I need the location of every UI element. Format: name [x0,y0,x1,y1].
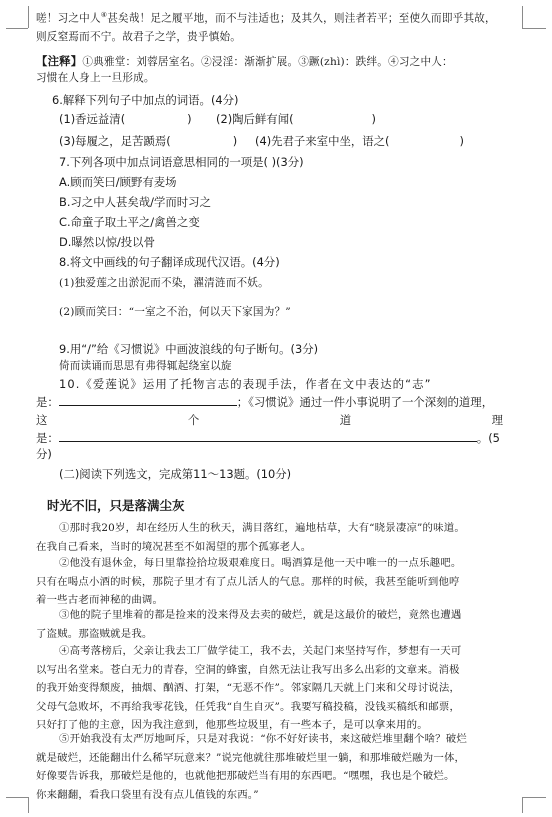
essay-paragraph-1-line-1: ①那时我20岁，却在经历人生的秋天，满目落红，遍地枯草，大有“晓景凄凉”的味道。 [59,522,465,534]
q6-item-2-text: (2)陶后鲜有闻( [216,112,294,126]
q6-item-3-close: ) [232,134,238,148]
q6-item-3-text: (3)每履之，足苦踬焉( [59,134,171,148]
q10-line-3 [36,412,503,428]
essay-paragraph-2-line-2: 只有在喝点小酒的时候，那院子里才有了点儿活人的气息。那样的时候，我甚至能听到他哼 [36,575,460,588]
q8-sentence-1: (1)独爱莲之出淤泥而不染，濯清涟而不妖。 [59,277,269,289]
section-2-heading: (二)阅读下列选文，完成第11～13题。(10分) [59,467,292,481]
q6-stem: 6.解释下列句子中加点的词语。(4分) [52,93,239,107]
q10-answer-blank-1[interactable] [59,395,237,406]
q7-option-d: D.曝然以惊/投以骨 [59,235,155,249]
q9-sentence: 倚而读诵而思思有弗得辄起绕室以旋 [59,360,232,372]
crop-mark-top-right-h [522,28,546,29]
essay-paragraph-1-line-2: 在我自己看来，当时的境况甚至不如渴望的那个孤寡老人。 [36,540,312,553]
essay-paragraph-4-line-1: ④高考落榜后，父亲让我去工厂做学徒工，我不去，关起门来坚持写作，梦想有一天可 [59,645,462,657]
crop-mark-bottom-right-v [522,797,523,813]
q6-item-1-text: (1)香远益清( [59,112,126,126]
q6-item-4-close: ) [459,134,464,148]
crop-mark-top-right-v [522,6,523,28]
q6-item-1 [59,111,192,127]
notes-text-2: 习惯在人身上一旦形成。 [36,72,155,84]
q10-line-4-label: 是： [36,431,59,445]
notes-text-1: ①典雅堂：刘蓉居室名。②浸淫：渐渐扩展。③蹶(zhì)：跌绊。④习之中人： [82,56,453,68]
q10-line-4 [36,430,500,446]
essay-paragraph-5-line-1: ⑤开始我没有太严厉地呵斥，只是对我说：“你不好好读书，来这破烂堆里翻个啥？破烂 [59,733,467,745]
essay-title: 时光不旧，只是落满尘灰 [47,498,185,513]
notes-label: 【注释】 [36,54,83,68]
essay-paragraph-5-line-2: 就是破烂，还能翻出什么稀罕玩意来？”说完他就往那堆破烂里一躺，和那堆破烂融为一体， [36,751,466,764]
crop-mark-bottom-left-h [6,797,28,798]
essay-paragraph-4-line-5: 只好打了他的主意，因为我注意到，他那些垃圾里，有一些本子，是可以拿来用的。 [36,719,428,732]
q10-line-1: 10.《爱莲说》运用了托物言志的表现手法，作者在文中表达的“志” [59,377,432,391]
q10-line-3-char-4: 理 [491,413,503,427]
q8-sentence-2: (2)顾而笑曰：“一室之不治，何以天下家国为？” [59,306,291,318]
q6-item-4-text: (4)先君子来室中坐，语之( [255,134,390,148]
q6-item-3 [59,133,237,149]
footnote-marker: ④ [100,11,108,19]
q7-stem: 7.下列各项中加点词语意思相同的一项是( )(3分) [59,155,304,169]
essay-paragraph-2-line-1: ②他没有退休金，每日里靠捡拾垃圾艰难度日。喝酒算是他一天中唯一的一点乐趣吧。 [59,557,462,569]
q6-item-1-close: ) [187,112,192,126]
q9-stem: 9.用“/”给《习惯说》中画波浪线的句子断句。(3分) [59,342,319,356]
q7-option-b: B.习之中人甚矣哉/学而时习之 [59,195,211,209]
notes-line-2 [36,70,155,85]
essay-paragraph-4-line-2: 以写出名堂来。苍白无力的青春，空洞的蜂蜜，自然无法让我写出多么出彩的文章来。消极 [36,663,460,676]
q10-line-3-char-1: 这 [36,413,48,427]
essay-paragraph-2-line-3: 着一些古老而神秘的曲调。 [36,594,164,607]
q10-line-3-char-2: 个 [187,413,200,427]
q10-line-2-label: 是： [36,395,59,409]
essay-paragraph-5-line-3: 好像要告诉我，那破烂是他的，也就他把那破烂当有用的东西吧。“嘿嘿，我也是个破烂。 [36,770,455,783]
essay-paragraph-3-line-1: ③他的院子里堆着的都是捡来的没来得及去卖的破烂，就是这最价的破烂，竟然也遭遇 [59,609,462,621]
q6-item-4 [255,133,464,149]
q10-line-2 [36,394,493,410]
crop-mark-bottom-left-v [28,797,29,813]
crop-mark-bottom-right-h [522,797,546,798]
q10-line-2-text: ；《习惯说》通过一件小事说明了一个深刻的道理， [236,395,494,409]
q6-item-2 [216,111,376,127]
q6-item-2-close: ) [371,112,376,126]
q7-option-a: A.顾而笑曰/顾野有麦场 [59,175,177,189]
q7-option-c: C.命童子取土平之/禽兽之变 [59,215,200,229]
crop-mark-top-left-v [28,6,29,28]
q10-line-4-points: 。(5 [476,431,500,445]
essay-paragraph-3-line-2: 了盗贼。那盗贼就是我。 [36,627,153,640]
q10-line-3-char-3: 道 [339,413,352,427]
notes-line-1 [36,53,453,69]
essay-paragraph-4-line-4: 父母气急败坏，不再给我零花钱，任凭我“自生自灭”。我要写稿投稿，没钱买稿纸和邮票， [36,700,461,713]
q10-answer-blank-2[interactable] [59,431,477,442]
passage-line-1 [36,6,506,46]
passage-text-a: 嗟！习之中人 [36,12,101,25]
q8-stem: 8.将文中画线的句子翻译成现代汉语。(4分) [59,255,280,269]
essay-paragraph-5-line-4: 你来翻翻，看我口袋里有没有点儿值钱的东西。” [36,788,259,801]
essay-paragraph-4-line-3: 的我开始变得颓废，抽烟、酗酒、打架，“无恶不作”。邻家隔几天就上门来和父母讨说法， [36,682,461,695]
passage-text-b: 甚矣哉！足之履平地，而不与洼适也；及其久，则洼者若平；至使久而即乎其故，则反窒焉而不宁。故君子之学，贵乎慎始。 [36,12,496,43]
crop-mark-top-left-h [6,28,28,29]
q10-line-5: 分) [36,447,52,461]
